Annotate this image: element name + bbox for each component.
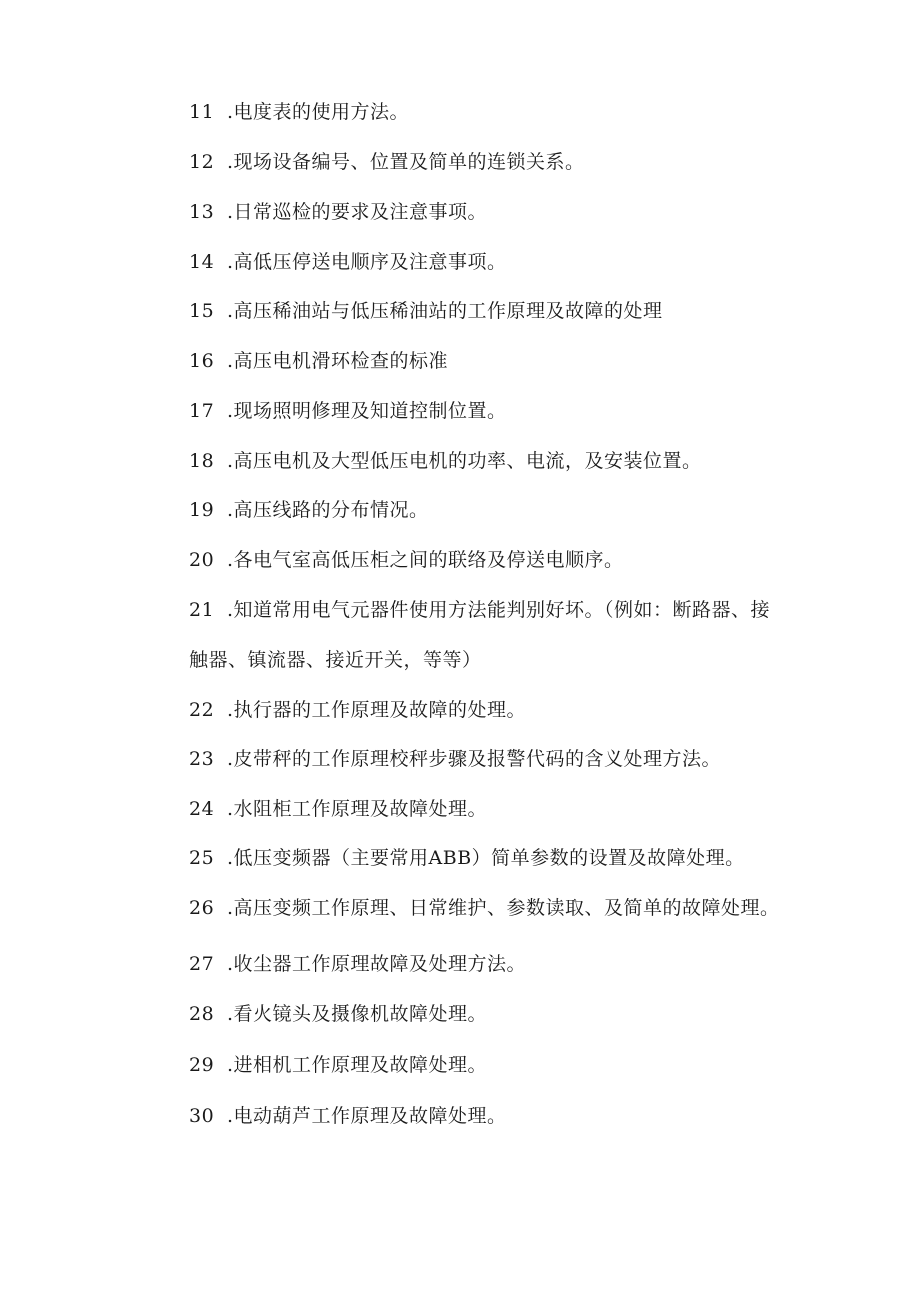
item-text: .高压稀油站与低压稀油站的工作原理及故障的处理: [227, 300, 663, 322]
list-item: [189, 150, 585, 174]
list-item: [189, 498, 429, 522]
list-item: [189, 299, 663, 323]
item-number: 22: [189, 699, 215, 721]
item-text: .高压线路的分布情况。: [227, 499, 429, 521]
item-text: .知道常用电气元器件使用方法能判别好坏。（例如：断路器、接: [227, 599, 771, 621]
item-number: 12: [189, 151, 215, 173]
list-item: [189, 449, 702, 473]
item-number: 19: [189, 499, 215, 521]
item-number: 26: [189, 897, 215, 919]
item-number: 21: [189, 599, 215, 621]
item-number: 25: [189, 847, 215, 869]
item-text: .电动葫芦工作原理及故障处理。: [227, 1105, 507, 1127]
list-item: [189, 747, 721, 771]
item-number: 30: [189, 1105, 215, 1127]
item-number: 13: [189, 201, 215, 223]
item-text: .水阻柜工作原理及故障处理。: [227, 798, 488, 820]
list-item: [189, 100, 409, 124]
item-number: 29: [189, 1054, 215, 1076]
item-number: 27: [189, 953, 215, 975]
item-text: .收尘器工作原理故障及处理方法。: [227, 953, 527, 975]
item-number: 11: [189, 101, 215, 123]
item-number: 16: [189, 350, 215, 372]
list-item: [189, 1104, 507, 1128]
list-item: [189, 598, 770, 622]
item-text: .高压变频工作原理、日常维护、参数读取、及简单的故障处理。: [227, 897, 780, 919]
list-item: [189, 846, 745, 870]
item-number: 18: [189, 450, 215, 472]
item-number: 14: [189, 251, 215, 273]
item-text: .电度表的使用方法。: [227, 101, 410, 123]
list-item-continuation: 触器、镇流器、接近开关，等等）: [189, 649, 482, 671]
item-number: 23: [189, 748, 215, 770]
list-item: [189, 952, 526, 976]
item-text: .现场照明修理及知道控制位置。: [227, 400, 507, 422]
item-number: 20: [189, 549, 215, 571]
item-text: .皮带秤的工作原理校秤步骤及报警代码的含义处理方法。: [227, 748, 722, 770]
item-text: .进相机工作原理及故障处理。: [227, 1054, 488, 1076]
list-item: [189, 1002, 487, 1026]
item-text: .高压电机及大型低压电机的功率、电流，及安装位置。: [227, 450, 702, 472]
item-text: .日常巡检的要求及注意事项。: [227, 201, 488, 223]
item-text: .看火镜头及摄像机故障处理。: [227, 1003, 488, 1025]
list-item: [189, 200, 487, 224]
item-text: .低压变频器（主要常用ABB）简单参数的设置及故障处理。: [227, 847, 745, 869]
list-item: [189, 349, 448, 373]
item-text: .高低压停送电顺序及注意事项。: [227, 251, 507, 273]
item-text: .各电气室高低压柜之间的联络及停送电顺序。: [227, 549, 624, 571]
list-item: [189, 548, 624, 572]
item-number: 15: [189, 300, 215, 322]
list-item: [189, 399, 507, 423]
item-number: 28: [189, 1003, 215, 1025]
list-item: [189, 797, 487, 821]
item-text: .现场设备编号、位置及简单的连锁关系。: [227, 151, 585, 173]
list-item: [189, 250, 507, 274]
list-item: [189, 1053, 487, 1077]
list-item: [189, 698, 526, 722]
item-text: .高压电机滑环检查的标准: [227, 350, 449, 372]
item-number: 17: [189, 400, 215, 422]
item-number: 24: [189, 798, 215, 820]
list-item: [189, 896, 780, 920]
item-text: .执行器的工作原理及故障的处理。: [227, 699, 527, 721]
